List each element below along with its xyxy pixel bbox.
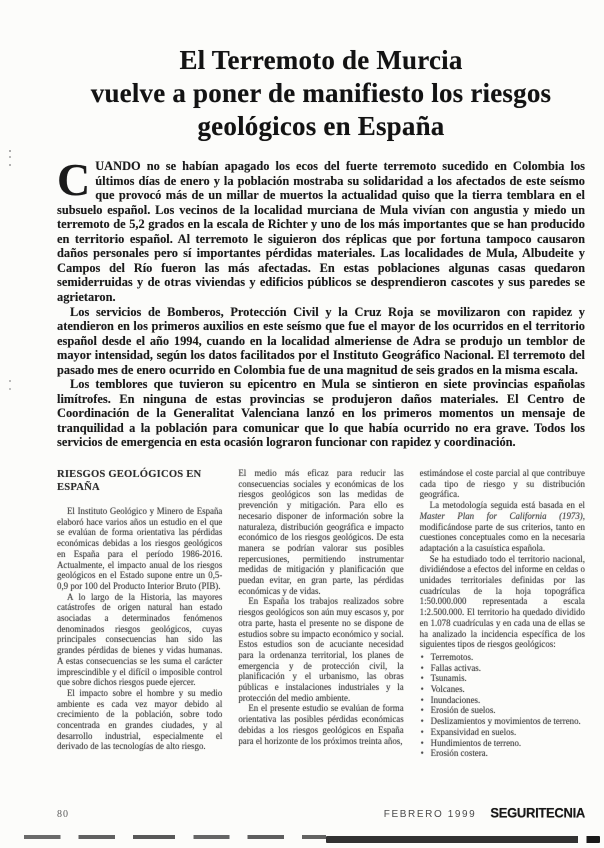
body-paragraph: El Instituto Geológico y Minero de España elaboró hace varios años un estudio en el que se evalúan de forma orientativa las pérdidas económicas debidas a los riesgos geológicos en España para el período 1986-2016. Actualmente, el impacto anual de los riesgos geológicos en el Estado supone entre un 0,5-0,9 por 100 del Producto Interior Bruto (PIB). [57, 506, 223, 591]
body-columns [57, 468, 585, 759]
list-item-label: Erosión costera. [430, 748, 488, 759]
page-number: 80 [57, 809, 69, 820]
lead-paragraph-2: Los servicios de Bomberos, Protección Civil y la Cruz Roja se movilizaron con rapidez y atendieron en los primeros auxilios en este seísmo que fue el mayor de los ocurridos en el territorio español desde el año 1994, cuando en la localidad almeriense de Adra se produjo un temblor de mayor intensidad, según los datos facilitados por el Instituto Geográfico Nacional. El terremoto del pasado mes de enero ocurrido en Colombia fue de una magnitud de seis grados en la misma escala. [57, 304, 585, 377]
list-item [420, 705, 585, 716]
list-item [420, 673, 585, 684]
body-paragraph: Se ha estudiado todo el territorio nacional, dividiéndose a efectos del informe en celdas o unidades territoriales definidas por las cuadrículas de la hoja topográfica 1:50.000.000 representada a escala 1:2.500.000. El territorio ha quedado dividido en 1.078 cuadrículas y en cada una de ellas se ha analizado la incidencia específica de los siguientes tipos de riesgos geológicos: [419, 553, 585, 650]
scan-edge-artifact-bar [326, 836, 600, 843]
column-3 [420, 468, 585, 759]
list-item [420, 748, 585, 759]
section-heading: RIESGOS GEOLÓGICOS EN ESPAÑA [57, 469, 202, 494]
list-item [420, 684, 585, 695]
list-item-label: Erosión de suelos. [430, 705, 496, 716]
body-paragraph: El medio más eficaz para reducir las consecuencias sociales y económicas de los riesgos geológicos son las medidas de prevención y mitigación. Para ello es necesario disponer de información sobre la naturaleza, distribución geográfica e impacto económico de los riesgos geológicos. De esta manera se podrían valorar sus posibles repercusiones, permitiendo instrumentar medidas de mitigación y planificación que puedan evitar, en gran parte, las pérdidas económicas y de vidas. [238, 468, 404, 596]
list-item-label: Inundaciones. [430, 694, 481, 705]
risk-type-list [420, 652, 585, 759]
magazine-logo: SEGURITECNIA [490, 804, 585, 821]
bullet-icon: • [420, 662, 424, 673]
article-title-line-1: El Terremoto de Murcia [179, 45, 463, 76]
body-paragraph: A lo largo de la Historia, las mayores catástrofes de origen natural han estado asociadas a determinados fenómenos denominados riesgos geológicos, cuyas principales consecuencias han sido las grandes pérdidas de bienes y vidas humanas. A estas consecuencias se les suma el carácter imprescindible y el difícil o imposible control que sobre dichos riesgos puede ejercer. [57, 591, 223, 688]
list-item-label: Tsunamis. [430, 673, 467, 684]
bullet-icon: • [420, 684, 424, 695]
list-item-label: Fallas activas. [430, 662, 481, 673]
bullet-icon: • [420, 748, 424, 759]
page-content [57, 26, 585, 759]
drop-cap: C [57, 154, 91, 206]
scan-speck-artifact [9, 150, 11, 152]
article-title-line-3: geológicos en España [197, 111, 445, 142]
bullet-icon: • [420, 651, 424, 662]
article-title [57, 44, 585, 143]
list-item-label: Deslizamientos y movimientos de terreno. [430, 716, 581, 727]
body-text: , modificándose parte de sus criterios, tanto en cuestiones conceptuales como en la necesaria adaptación a la casuística española. [419, 510, 585, 553]
bullet-icon: • [420, 705, 424, 716]
page-footer [57, 805, 585, 820]
bullet-icon: • [420, 737, 424, 748]
list-item-label: Hundimientos de terreno. [430, 737, 522, 748]
list-item [420, 716, 585, 727]
body-paragraph: estimándose el coste parcial al que contribuye cada tipo de riesgo y su distribución geográfica. [419, 468, 585, 500]
list-item [420, 695, 585, 706]
column-2 [238, 468, 403, 759]
body-paragraph [420, 500, 585, 554]
body-paragraph: En el presente estudio se evalúan de forma orientativa las posibles pérdidas económicas debidas a los riesgos geológicos en España para el horizonte de los próximos treinta años, [238, 703, 404, 746]
lead-section [57, 154, 585, 450]
body-paragraph: El impacto sobre el hombre y su medio ambiente es cada vez mayor debido al crecimiento de la población, sobre todo concentrada en grandes ciudades, y al desarrollo industrial, especialmente el derivado de las tecnologías de alto riesgo. [57, 687, 223, 752]
body-paragraph: En España los trabajos realizados sobre riesgos geológicos son aún muy escasos y, por otra parte, hasta el presente no se dispone de estudios sobre su impacto económico y social. Estos estudios son de acuciante necesidad para la ordenanza territorial, los planes de emergencia y de protección civil, la planificación y el urbanismo, las obras públicas e instalaciones industriales y la protección del medio ambiente. [238, 596, 404, 703]
bullet-icon: • [420, 716, 424, 727]
bullet-icon: • [420, 694, 424, 705]
bullet-icon: • [420, 673, 424, 684]
body-text: La metodología seguida está basada en el [429, 500, 585, 511]
list-item [420, 738, 585, 749]
list-item-label: Volcanes. [430, 684, 465, 695]
bullet-icon: • [420, 726, 424, 737]
list-item [420, 727, 585, 738]
italic-reference: Master Plan for California (1973) [419, 510, 583, 521]
article-title-line-2: vuelve a poner de manifiesto los riesgos [90, 78, 552, 109]
lead-paragraph-1 [57, 154, 585, 304]
list-item-label: Terremotos. [430, 651, 474, 662]
column-1 [57, 468, 222, 759]
lead-paragraph-1-text: UANDO no se habían apagado los ecos del fuerte terremoto sucedido en Colombia los últimos días de enero y la población mostraba su solidaridad a los afectados de este seísmo que provocó más de un millar de muertos la actualidad quiso que la tierra temblara en el subsuelo español. Los vecinos de la localidad murciana de Mula vivían con angustia y miedo un terremoto de 5,2 grados en la escala de Richter y uno de los más importantes que se han producido en territorio español. Al terremoto le siguieron dos réplicas que por fortuna tampoco causaron daños personales pero sí importantes pérdidas materiales. Las localidades de Mula, Albudeite y Campos del Río fueron las más afectadas. En estas poblaciones algunas casas quedaron semiderruidas y de otras viviendas y edificios públicos se desprendieron cascotes y sus paredes se agrietaron. [57, 159, 585, 304]
issue-date: FEBRERO 1999 [383, 809, 477, 820]
list-item [420, 663, 585, 674]
list-item-label: Expansividad en suelos. [430, 726, 517, 737]
list-item [420, 652, 585, 663]
lead-paragraph-3: Los temblores que tuvieron su epicentro en Mula se sintieron en siete provincias españolas limítrofes. En ninguna de estas provincias se produjeron daños materiales. El Centro de Coordinación de la Generalitat Valenciana lanzó en los primeros momentos un mensaje de tranquilidad a la población para comunicar que lo que había ocurrido no era grave. Todos los servicios de emergencia en esta ocasión lograron funcionar con rapidez y coordinación. [57, 377, 585, 450]
